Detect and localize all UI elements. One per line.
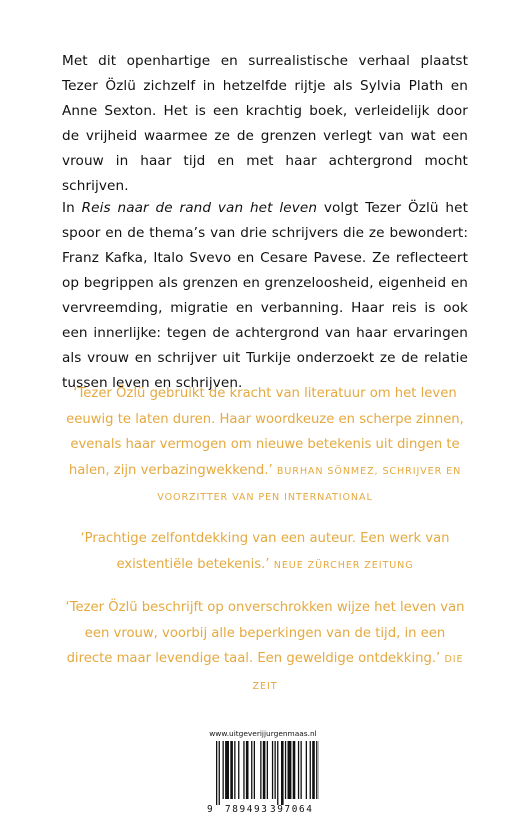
- barcode-bar: [243, 741, 244, 799]
- barcode-bar: [275, 741, 276, 799]
- review-quote-3: [62, 595, 468, 699]
- barcode-bar: [285, 741, 286, 799]
- review-quote-1: [62, 381, 468, 511]
- barcode-bar: [277, 741, 278, 805]
- blurb-paragraph-2: [62, 196, 468, 396]
- review-quote-2: [62, 526, 468, 578]
- barcode-bar: [246, 741, 249, 799]
- isbn-group-1: 789493: [225, 804, 269, 815]
- barcode-bar: [254, 741, 255, 799]
- barcode-bar: [238, 741, 239, 799]
- barcode-bar: [225, 741, 229, 799]
- barcode-bar: [288, 741, 292, 799]
- quote-source: NEUE ZÜRCHER ZEITUNG: [273, 559, 414, 571]
- blurb-paragraph-2-rest: volgt Tezer Özlü het spoor en de thema’s van drie schrijvers die ze bewondert: Franz Kafka, Italo Svevo en Cesare Pavese. Ze reflecteert op begrippen als grenzen en grenzeloosheid, eigenheid en vervreemding, migratie en verbanning. Haar reis is ook een innerlijke: tegen de achtergrond van haar ervaringen als vrouw en schrijver uit Turkije onderzoekt ze de relatie tussen leven en schrijven.: [62, 200, 468, 391]
- barcode-bar: [216, 741, 217, 805]
- quote-source: DIE ZEIT: [252, 654, 464, 692]
- barcode-bar: [312, 741, 315, 799]
- barcode-bar: [316, 741, 317, 799]
- barcode-bar: [219, 741, 220, 805]
- barcode-bar: [267, 741, 268, 799]
- blurb-paragraph-2-intro: In: [62, 200, 82, 216]
- quote-text: ‘Tezer Özlü beschrijft op onverschrokken wijze het leven van een vrouw, voorbij alle beperkingen van de tijd, in een directe maar levendige taal. Een geweldige ontdekking.’: [65, 600, 465, 666]
- quote-source: BURHAN SÖNMEZ, SCHRIJVER EN VOORZITTER VAN PEN INTERNATIONAL: [157, 465, 462, 503]
- barcode-bar: [263, 741, 266, 799]
- barcode-bar: [298, 741, 299, 799]
- isbn-group-2: 397064: [270, 804, 314, 815]
- barcode-bar: [293, 741, 296, 799]
- quote-text: ‘Tezer Özlü gebruikt de kracht van literatuur om het leven eeuwig te laten duren. Haar woordkeuze en scherpe zinnen, evenals haar vermogen om nieuwe betekenis uit dingen te halen, zijn verbazingwekkend.’: [66, 386, 464, 478]
- barcode-bar: [234, 741, 235, 799]
- quote-text: ‘Prachtige zelfontdekking van een auteur. Een werk van existentiële betekenis.’: [80, 531, 450, 572]
- barcode-bar: [281, 741, 284, 805]
- barcode-bar: [306, 741, 307, 799]
- publisher-url: www.uitgeverijjurgenmaas.nl: [209, 729, 317, 738]
- isbn-first-digit: 9: [207, 804, 213, 815]
- book-title: Reis naar de rand van het leven: [81, 200, 318, 216]
- barcode-bar: [260, 741, 261, 799]
- barcode-block: [207, 729, 319, 819]
- barcode-bar: [223, 741, 224, 799]
- barcode-bar: [272, 741, 273, 799]
- barcode-bar: [301, 741, 302, 799]
- isbn-barcode: [207, 741, 319, 807]
- barcode-bar: [310, 741, 311, 799]
- barcode-bar: [251, 741, 252, 799]
- blurb-paragraph-1: Met dit openhartige en surrealistische verhaal plaatst Tezer Özlü zichzelf in hetzelfde rijtje als Sylvia Plath en Anne Sexton. Het is een krachtig boek, verleidelijk door de vrijheid waarmee ze de grenzen verlegt van wat een vrouw in haar tijd en met haar achtergrond mocht schrijven.: [62, 53, 468, 194]
- barcode-bar: [230, 741, 233, 799]
